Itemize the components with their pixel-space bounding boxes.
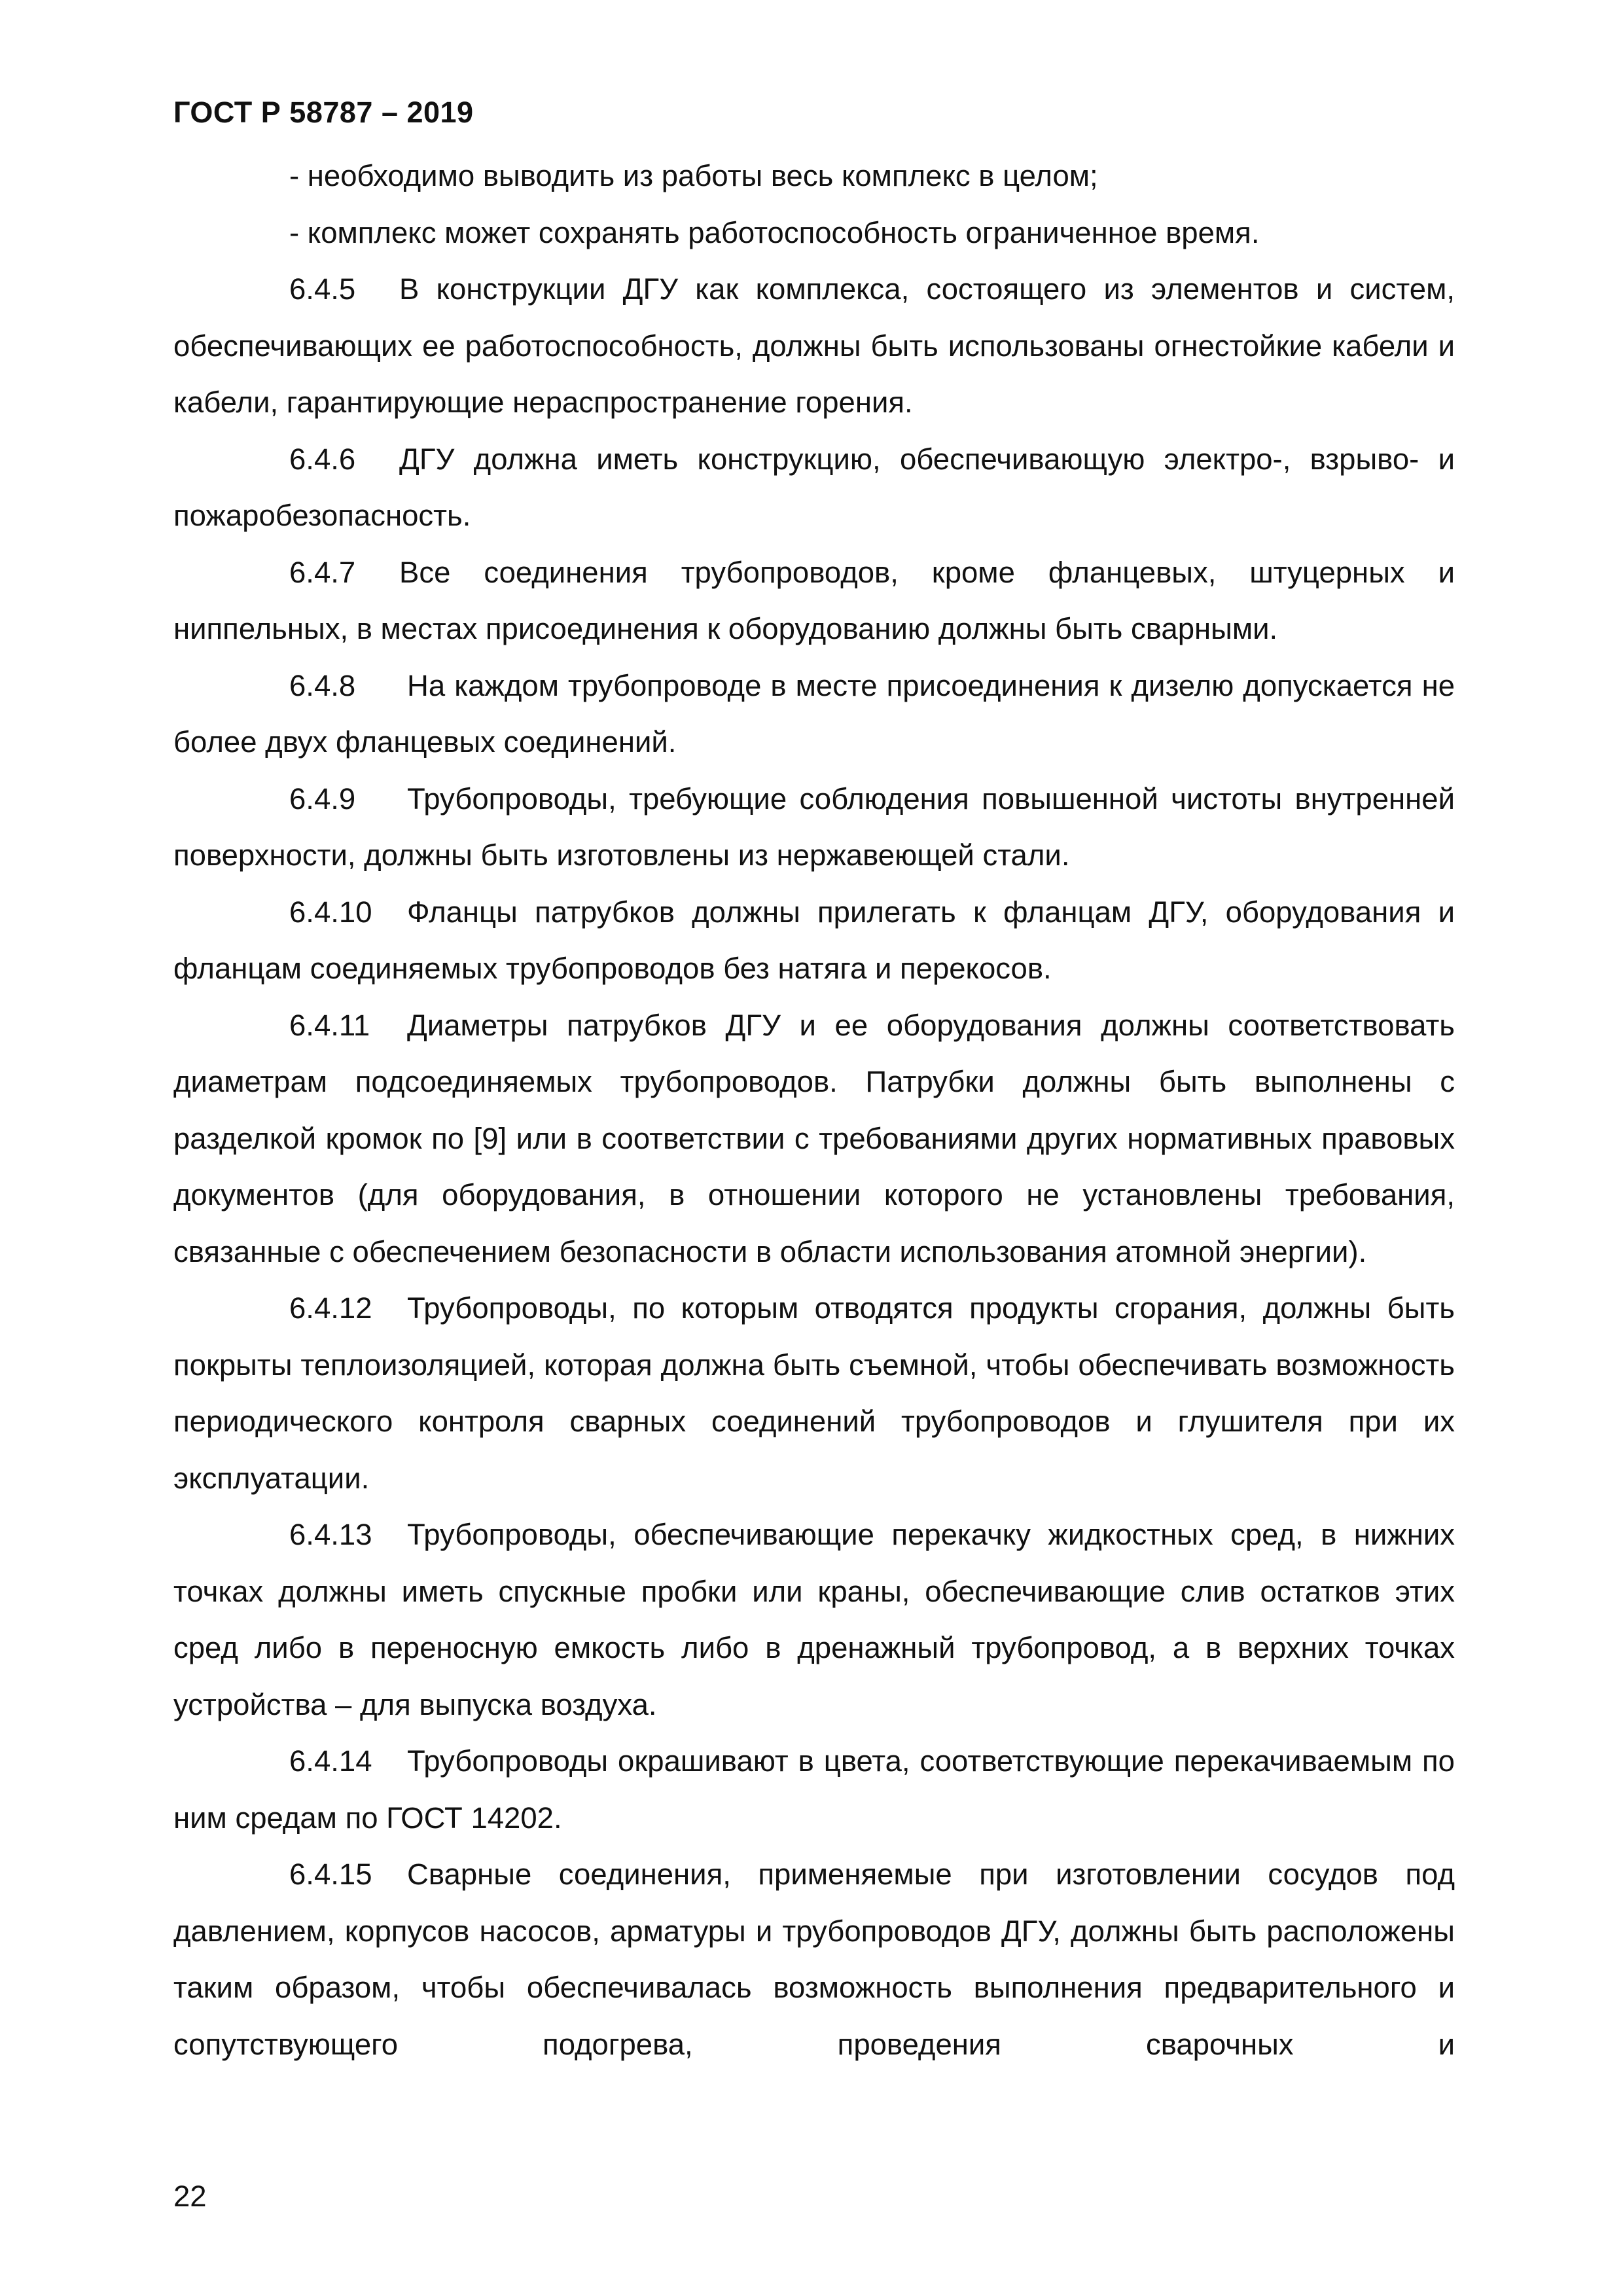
- clause-6-4-12: [173, 1280, 1455, 1507]
- paragraph-text: Трубопроводы, требующие соблюдения повышенной чистоты внутренней поверхности, должны быть изготовлены из нержавеющей стали.: [173, 781, 1455, 872]
- clause-6-4-13: [173, 1507, 1455, 1733]
- paragraph-text: Все соединения трубопроводов, кроме фланцевых, штуцерных и ниппельных, в местах присоединения к оборудованию должны быть сварными.: [173, 555, 1455, 645]
- clause-6-4-6: [173, 431, 1455, 545]
- paragraph-text: В конструкции ДГУ как комплекса, состоящего из элементов и систем, обеспечивающих ее работоспособность, должны быть использованы огнестойкие кабели и кабели, гарантирующие нераспространение горения.: [173, 272, 1455, 419]
- clause-6-4-11: [173, 997, 1455, 1281]
- document-body: [173, 148, 1455, 2073]
- paragraph-text: - необходимо выводить из работы весь комплекс в целом;: [289, 159, 1098, 192]
- clause-number: 6.4.9: [289, 781, 356, 816]
- clause-6-4-5: [173, 261, 1455, 431]
- list-item: [173, 148, 1455, 205]
- clause-6-4-14: [173, 1733, 1455, 1846]
- clause-6-4-8: [173, 658, 1455, 771]
- clause-number: 6.4.10: [289, 895, 372, 929]
- clause-6-4-7: [173, 545, 1455, 658]
- clause-number: 6.4.14: [289, 1744, 372, 1778]
- page-number: 22: [173, 2179, 207, 2213]
- paragraph-text: - комплекс может сохранять работоспособность ограниченное время.: [289, 215, 1260, 249]
- clause-6-4-9: [173, 771, 1455, 884]
- clause-6-4-15: [173, 1846, 1455, 2073]
- paragraph-text: Трубопроводы, обеспечивающие перекачку жидкостных сред, в нижних точках должны иметь спускные пробки или краны, обеспечивающие слив остатков этих сред либо в переносную емкость либо в дренажный трубопровод, а в верхних точках устройства – для выпуска воздуха.: [173, 1518, 1455, 1721]
- list-item: [173, 205, 1455, 262]
- paragraph-text: Трубопроводы, по которым отводятся продукты сгорания, должны быть покрыты теплоизоляцией, которая должна быть съемной, чтобы обеспечивать возможность периодического контроля сварных соединений трубопроводов и глушителя при их эксплуатации.: [173, 1291, 1455, 1495]
- clause-number: 6.4.11: [289, 1008, 370, 1042]
- paragraph-text: Диаметры патрубков ДГУ и ее оборудования должны соответствовать диаметрам подсоединяемых трубопроводов. Патрубки должны быть выполнены с разделкой кромок по [9] или в соответствии с требованиями других нормативных правовых документов (для оборудования, в отношении которого не установлены требования, связанные с обеспечением безопасности в области использования атомной энергии).: [173, 1008, 1455, 1268]
- paragraph-text: Трубопроводы окрашивают в цвета, соответствующие перекачиваемым по ним средам по ГОСТ 14202.: [173, 1744, 1455, 1835]
- paragraph-text: Фланцы патрубков должны прилегать к фланцам ДГУ, оборудования и фланцам соединяемых трубопроводов без натяга и перекосов.: [173, 895, 1455, 985]
- paragraph-text: Сварные соединения, применяемые при изготовлении сосудов под давлением, корпусов насосов, арматуры и трубопроводов ДГУ, должны быть расположены таким образом, чтобы обеспечивалась возможность выполнения предварительного и сопутствующего подогрева, проведения сварочных и: [173, 1857, 1455, 2061]
- clause-number: 6.4.8: [289, 668, 356, 702]
- document-header: ГОСТ Р 58787 – 2019: [173, 96, 474, 129]
- paragraph-text: ДГУ должна иметь конструкцию, обеспечивающую электро-, взрыво- и пожаробезопасность.: [173, 442, 1455, 532]
- clause-6-4-10: [173, 884, 1455, 997]
- clause-number: 6.4.7: [289, 555, 356, 589]
- clause-number: 6.4.6: [289, 442, 356, 476]
- clause-number: 6.4.12: [289, 1291, 372, 1325]
- clause-number: 6.4.15: [289, 1857, 372, 1891]
- clause-number: 6.4.5: [289, 272, 356, 306]
- clause-number: 6.4.13: [289, 1518, 372, 1551]
- paragraph-text: На каждом трубопроводе в месте присоединения к дизелю допускается не более двух фланцевых соединений.: [173, 668, 1455, 759]
